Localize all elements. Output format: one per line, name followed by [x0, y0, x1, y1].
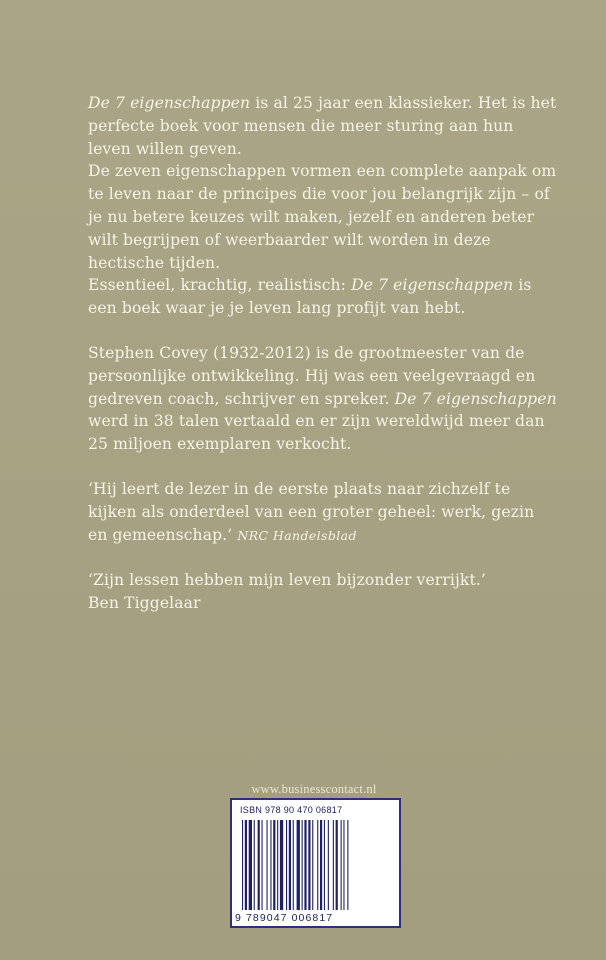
quote-source: NRC Handelsblad — [237, 527, 357, 543]
isbn-label: ISBN 978 90 470 06817 — [240, 805, 343, 815]
quote-source: Ben Tiggelaar — [88, 594, 201, 613]
cover-text — [88, 92, 558, 615]
barcode-icon — [242, 820, 392, 910]
blurb-paragraph-3: Essentieel, krachtig, realistisch: De 7 eigenschappen is een boek waar je je leven lang profijt van hebt. — [88, 276, 532, 318]
isbn-barcode — [230, 798, 401, 928]
blurb-paragraph-1: De 7 eigenschappen is al 25 jaar een klassieker. Het is het perfecte boek voor mensen die meer sturing aan hun leven willen geven. — [88, 94, 557, 158]
ean-digits: 9 789047 006817 — [235, 912, 334, 924]
book-title: De 7 eigenschappen — [351, 276, 514, 295]
review-quote-2: ‘Zijn lessen hebben mijn leven bijzonder verrijkt.’ Ben Tiggelaar — [88, 571, 486, 613]
book-title: De 7 eigenschappen — [394, 389, 557, 408]
publisher-website[interactable]: www.businesscontact.nl — [251, 782, 377, 796]
review-quote-1: ‘Hij leert de lezer in de eerste plaats naar zichzelf te kijken als onderdeel van een groter geheel: werk, gezin en gemeenschap.’ NRC Handelsblad — [88, 479, 535, 544]
book-title: De 7 eigenschappen — [88, 94, 251, 112]
blurb-paragraph-2: De zeven eigenschappen vormen een complete aanpak om te leven naar de principes die voor jou belangrijk zijn – of je nu betere keuzes wilt maken, jezelf en anderen beter wilt begrijpen of weerbaarder wilt worden in deze hectische tijden. — [88, 162, 557, 272]
author-bio: Stephen Covey (1932-2012) is de grootmeester van de persoonlijke ontwikkeling. Hij was een veelgevraagd en gedreven coach, schrijver en spreker. De 7 eigenschappen werd in 38 talen vertaald en er zijn wereldwijd meer dan 25 miljoen exemplaren verkocht. — [88, 343, 557, 454]
